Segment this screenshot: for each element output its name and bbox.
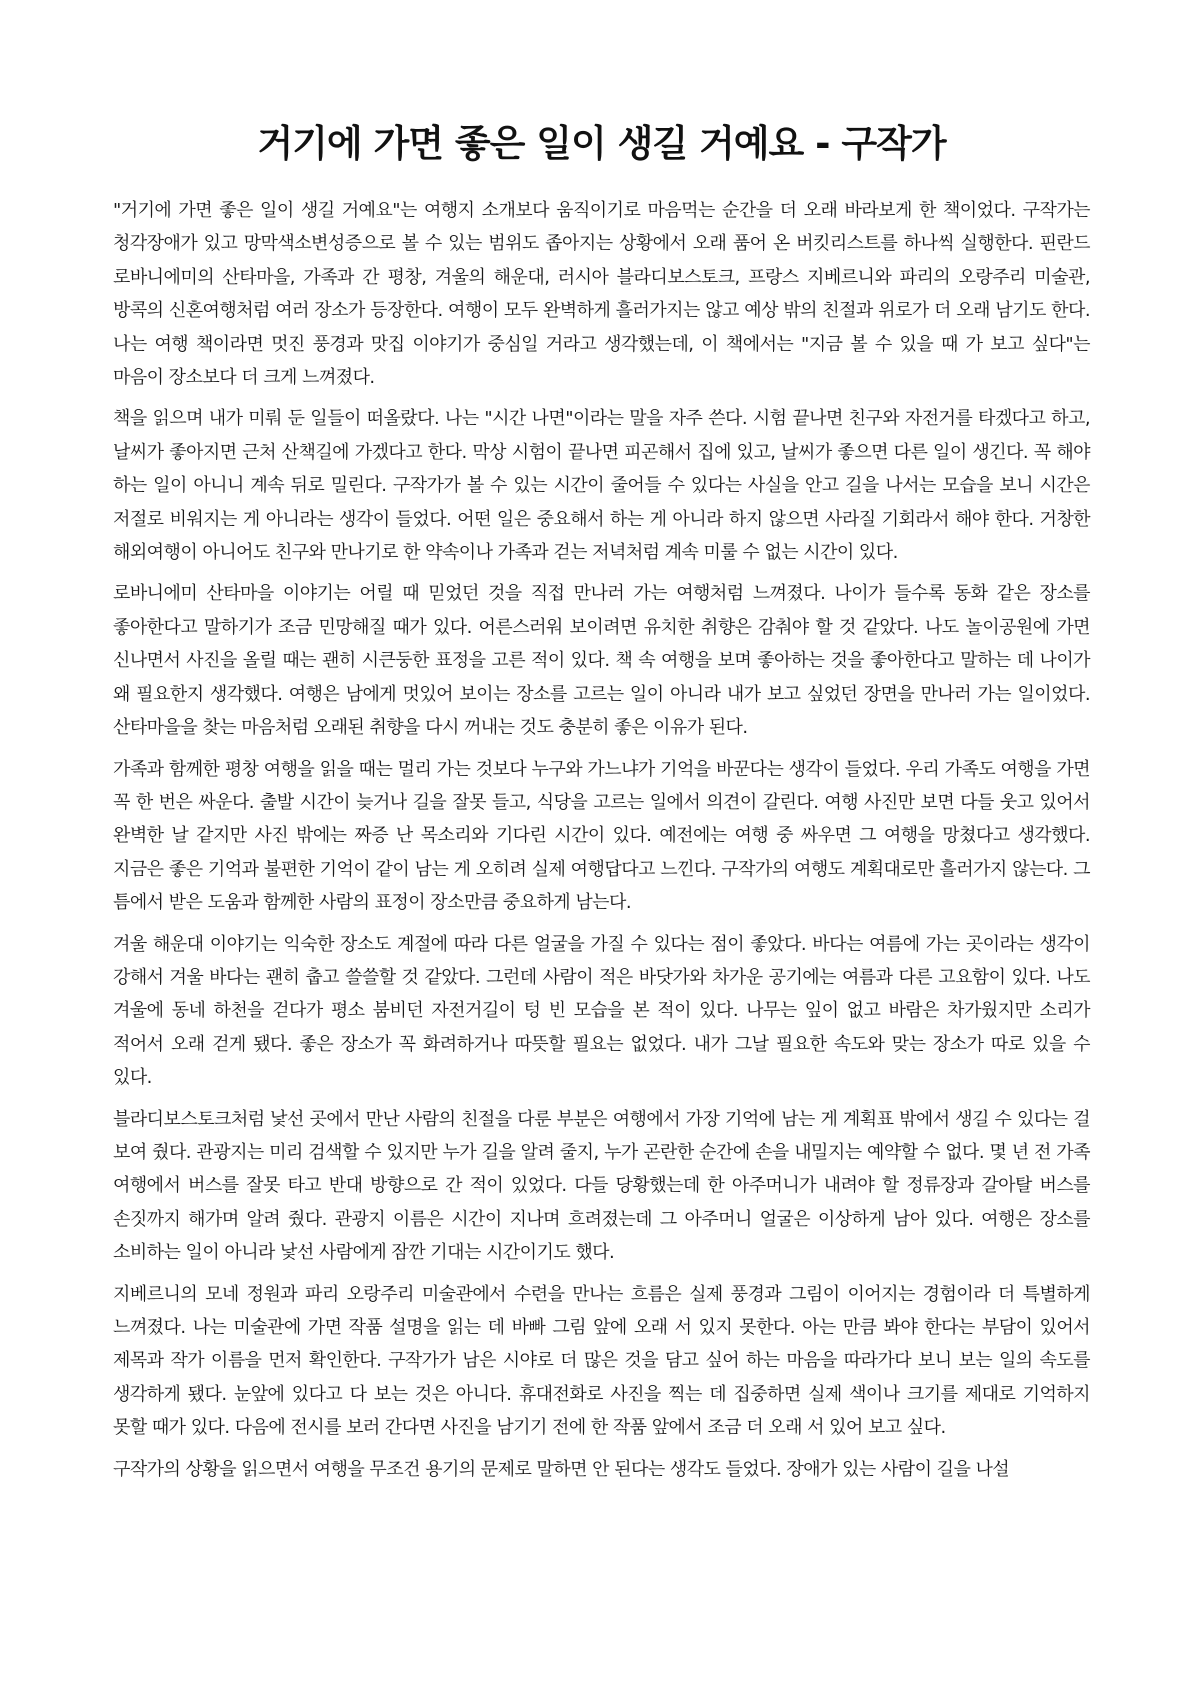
body-paragraph-8: 구작가의 상황을 읽으면서 여행을 무조건 용기의 문제로 말하면 안 된다는 생각도 들었다. 장애가 있는 사람이 길을 나설 [113,1458,1010,1480]
body-paragraph-2: 책을 읽으며 내가 미뤄 둔 일들이 떠올랐다. 나는 "시간 나면"이라는 말을 자주 쓴다. 시험 끝나면 친구와 자전거를 타겠다고 하고, 날씨가 좋아지면 근처 산책길에 가겠다고 한다. 막상 시험이 끝나면 피곤해서 집에 있고, 날씨가 좋으면 다른 일이 생긴다. 꼭 해야 하는 일이 아니니 계속 뒤로 밀린다. 구작가가 볼 수 있는 시간이 줄어들 수 있다는 사실을 안고 길을 나서는 모습을 보니 시간은 저절로 비워지는 게 아니라는 생각이 들었다. 어떤 일은 중요해서 하는 게 아니라 하지 않으면 사라질 기회라서 해야 한다. 거창한 해외여행이 아니어도 친구와 만나기로 한 약속이나 가족과 걷는 저녁처럼 계속 미룰 수 없는 시간이 있다. [113,408,1090,564]
body-paragraph-1: "거기에 가면 좋은 일이 생길 거예요"는 여행지 소개보다 움직이기로 마음먹는 순간을 더 오래 바라보게 한 책이었다. 구작가는 청각장애가 있고 망막색소변성증으로 볼 수 있는 범위도 좁아지는 상황에서 오래 품어 온 버킷리스트를 하나씩 실행한다. 핀란드 로바니에미의 산타마을, 가족과 간 평창, 겨울의 해운대, 러시아 블라디보스토크, 프랑스 지베르니와 파리의 오랑주리 미술관, 방콕의 신혼여행처럼 여러 장소가 등장한다. 여행이 모두 완벽하게 흘러가지는 않고 예상 밖의 친절과 위로가 더 오래 남기도 한다. 나는 여행 책이라면 멋진 풍경과 맛집 이야기가 중심일 거라고 생각했는데, 이 책에서는 "지금 볼 수 있을 때 가 보고 싶다"는 마음이 장소보다 더 크게 느껴졌다. [113,200,1090,389]
document-title: 거기에 가면 좋은 일이 생길 거예요 - 구작가 [257,122,946,165]
body-paragraph-4: 가족과 함께한 평창 여행을 읽을 때는 멀리 가는 것보다 누구와 가느냐가 기억을 바꾼다는 생각이 들었다. 우리 가족도 여행을 가면 꼭 한 번은 싸운다. 출발 시간이 늦거나 길을 잘못 들고, 식당을 고르는 일에서 의견이 갈린다. 여행 사진만 보면 다들 웃고 있어서 완벽한 날 같지만 사진 밖에는 짜증 난 목소리와 기다린 시간이 있다. 예전에는 여행 중 싸우면 그 여행을 망쳤다고 생각했다. 지금은 좋은 기억과 불편한 기억이 같이 남는 게 오히려 실제 여행답다고 느낀다. 구작가의 여행도 계획대로만 흘러가지 않는다. 그 틈에서 받은 도움과 함께한 사람의 표정이 장소만큼 중요하게 남는다. [113,758,1090,914]
body-paragraph-3: 로바니에미 산타마을 이야기는 어릴 때 믿었던 것을 직접 만나러 가는 여행처럼 느껴졌다. 나이가 들수록 동화 같은 장소를 좋아한다고 말하기가 조금 민망해질 때가 있다. 어른스러워 보이려면 유치한 취향은 감춰야 할 것 같았다. 나도 놀이공원에 가면 신나면서 사진을 올릴 때는 괜히 시큰둥한 표정을 고른 적이 있다. 책 속 여행을 보며 좋아하는 것을 좋아한다고 말하는 데 나이가 왜 필요한지 생각했다. 여행은 남에게 멋있어 보이는 장소를 고르는 일이 아니라 내가 보고 싶었던 장면을 만나러 가는 일이었다. 산타마을을 찾는 마음처럼 오래된 취향을 다시 꺼내는 것도 충분히 좋은 이유가 된다. [113,583,1090,739]
body-paragraph-7: 지베르니의 모네 정원과 파리 오랑주리 미술관에서 수련을 만나는 흐름은 실제 풍경과 그림이 이어지는 경험이라 더 특별하게 느껴졌다. 나는 미술관에 가면 작품 설명을 읽는 데 바빠 그림 앞에 오래 서 있지 못한다. 아는 만큼 봐야 한다는 부담이 있어서 제목과 작가 이름을 먼저 확인한다. 구작가가 남은 시야로 더 많은 것을 담고 싶어 하는 마음을 따라가다 보니 보는 일의 속도를 생각하게 됐다. 눈앞에 있다고 다 보는 것은 아니다. 휴대전화로 사진을 찍는 데 집중하면 실제 색이나 크기를 제대로 기억하지 못할 때가 있다. 다음에 전시를 보러 간다면 사진을 남기기 전에 한 작품 앞에서 조금 더 오래 서 있어 보고 싶다. [113,1283,1090,1439]
body-paragraph-6: 블라디보스토크처럼 낯선 곳에서 만난 사람의 친절을 다룬 부분은 여행에서 가장 기억에 남는 게 계획표 밖에서 생길 수 있다는 걸 보여 줬다. 관광지는 미리 검색할 수 있지만 누가 길을 알려 줄지, 누가 곤란한 순간에 손을 내밀지는 예약할 수 없다. 몇 년 전 가족 여행에서 버스를 잘못 타고 반대 방향으로 간 적이 있었다. 다들 당황했는데 한 아주머니가 내려야 할 정류장과 갈아탈 버스를 손짓까지 해가며 알려 줬다. 관광지 이름은 시간이 지나며 흐려졌는데 그 아주머니 얼굴은 이상하게 남아 있다. 여행은 장소를 소비하는 일이 아니라 낯선 사람에게 잠깐 기대는 시간이기도 했다. [113,1108,1090,1264]
body-paragraph-5: 겨울 해운대 이야기는 익숙한 장소도 계절에 따라 다른 얼굴을 가질 수 있다는 점이 좋았다. 바다는 여름에 가는 곳이라는 생각이 강해서 겨울 바다는 괜히 춥고 쓸쓸할 것 같았다. 그런데 사람이 적은 바닷가와 차가운 공기에는 여름과 다른 고요함이 있다. 나도 겨울에 동네 하천을 걷다가 평소 붐비던 자전거길이 텅 빈 모습을 본 적이 있다. 나무는 잎이 없고 바람은 차가웠지만 소리가 적어서 오래 걷게 됐다. 좋은 장소가 꼭 화려하거나 따뜻할 필요는 없었다. 내가 그날 필요한 속도와 맞는 장소가 따로 있을 수 있다. [113,933,1090,1089]
